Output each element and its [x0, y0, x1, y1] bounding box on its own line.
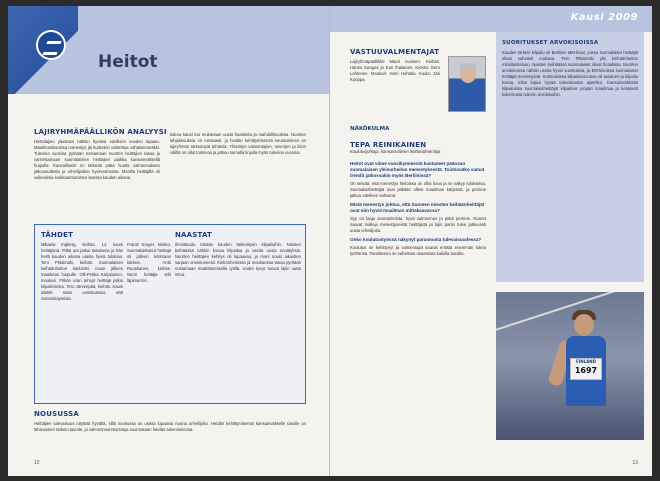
page-number-left: 12 [34, 460, 40, 466]
viewpoint-label: NÄKÖKULMA [350, 126, 390, 132]
season-banner [330, 6, 652, 32]
stars-box [34, 224, 306, 404]
interview-answer-1: On selvää, että menestys heitoissa on ollut kova ja se näkyy tuloksissa. Suomalaisheittäjät ovat pitkään olleet maailman kärjessä, ja perinne jatkuu edelleen vahvana. [350, 181, 486, 198]
interviewee-title: Koulutusjohtaja, kansainvälinen heittovalmentaja [350, 149, 441, 154]
page-banner [8, 6, 330, 94]
results-heading: SUORITUKSET ARVOKISOISSA [502, 40, 599, 46]
analysis-text-col-1: Heittolajien yleistaso nähtiin hyvänä edellisen vuoden tapaan. Maailmankisoissa menestys jäi kuitenkin odotettua vähäisemmäksi. Tulevina vuosina pyritään nostamaan nuorten heittäjien tasoa ja varmistamaan suomalaisten heittäjien paikka kansainvälisellä huipulla. Kansallisesti on tärkeää pitää huolta valmennuksen jatkuvuudesta ja urheilijoiden hyvinvoinnista. Monilla heittäjillä oli vaikeuksia loukkaantumisten kanssa kauden aikana. [34, 139, 160, 180]
naastat-text: Ilmoittaudu tänään kauden tärkeimpiin kilpailuihin. Naisten keihäässä nähtiin kovaa kilpailua ja useita uusia ennätyksiä. Nuorten heittäjien kehitys oli lupaavaa, ja moni nousi aikuisten sarjaan onnistuneesti. Kiekonheitossa ja moukarissa tasoa pyritään nostamaan määrätietoisella työllä. Uudet kyvyt tuovat lajiin uutta intoa. [175, 242, 301, 277]
stars-text-col-1: Mikaela Ingberg, keihäs, 14. kausi heittäjänä. Pitkä ura jatkui tasaisena ja hän heitti kauden aikana useita hyviä tuloksia. Tero Pitkämäki, keihäs. Suomalaisen keihäänheiton kärkinimi nousi jälleen maailman huipulle. Olli-Pekka Karjalainen, moukari. Pitkän uran tehnyt heittäjä jatkoi kilpailemista. Tero Järvenpää, keihäs. Kausi sisälsi sekä onnistumisia että vastoinkäymisiä. [41, 242, 123, 301]
bib-number: 1697 [574, 366, 598, 375]
javelin-shape [496, 292, 644, 334]
interview-answer-2: Syy on laaja seuratoiminta, hyvä valmennus ja pitkä perinne. Nuoret saavat malleja menestyneistä heittäjistä ja lajin pariin tulee jatkuvasti uusia urheilijoita. [350, 216, 486, 233]
left-page [8, 6, 330, 476]
athlete-head [574, 314, 594, 336]
page-title: Heitot [98, 52, 158, 72]
race-bib [570, 358, 602, 380]
naastat-heading: NAASTAT [175, 231, 213, 239]
stars-text-col-2: Frantz Kruger, kiekko. Suomalaistunut heittäjä oli jälleen kotimaan kärkeä. Antti Ruuskanen, keihäs. Nuori heittäjä teki läpimurron. [127, 242, 171, 283]
stars-heading: TÄHDET [41, 231, 74, 239]
interview-lead: Heitot ovat viime vuosikymmeniä kantaneet pääosan suomalaisen yleisurheilun menestyksestä. Toistuvatko samat trendit jatkossakin myös Berliinissä? [350, 161, 485, 178]
page-number-right: 13 [632, 460, 638, 466]
results-box [496, 32, 644, 282]
interview-question-2: Mistä menestys johtuu, että Suomen miesten keihäänheittäjät ovat niin hyviä maailman mittakaavassa? [350, 202, 485, 213]
rising-heading: NOUSUSSA [34, 410, 80, 418]
interviewee-name: TEPA REINIKAINEN [350, 141, 427, 149]
interview-answer-3: Koulutus on kehittynyt ja valmentajat saavat entistä enemmän tukea työhönsä. Tavoitteena on vahvistaa osaamista kaikilla tasoilla. [350, 245, 486, 256]
coach-portrait [448, 56, 486, 112]
federation-logo-icon [36, 30, 66, 60]
rising-text: Heittäjien tulevaisuus näyttää hyvältä, sillä nousussa on useita lupaavia nuoria urheilijoita. Heidän kehittymisensä kansainväliselle tasolle on lähivuosien tärkein tavoite, ja valmennusresursseja suunnataan heidän tukemiseensa. [34, 421, 306, 432]
interview-question-3: Onko koulutustyössä näkynyt parannusta tulevaisuudessa? [350, 237, 482, 242]
bib-country: FINLAND [576, 359, 596, 364]
right-page [330, 6, 652, 476]
portrait-hair [459, 63, 477, 69]
season-label: Kausi 2009 [570, 12, 638, 23]
interview-body [350, 158, 486, 259]
athlete-photo [496, 292, 644, 440]
results-text: Kauden tärkein kilpailu oli Berliinin MM-kisat, joissa suomalaiset heittäjät olivat vahvasti mukana. Tero Pitkämäki ylsi keihäänheiton mitalitaisteluun. Naisten keihäässä suomalaiset olivat finaalissa. Nuorten arvokisoissa nähtiin useita hyviä suorituksia, ja EM-kisoissa suomalaiset heittäjät menestyivät. Kotimaisissa kilpailuissa taso oli tasainen ja kilpailu kovaa, mikä lupaa hyvää tulevaisuutta ajatellen. Kansainvälisissä kilpailuissa suomalaisheittäjät kilpailivat ympäri maailmaa ja keräsivät kokemusta tuleviin arvokisoihin. [502, 50, 638, 97]
magazine-spread [8, 6, 652, 476]
rising-section [34, 410, 306, 452]
coaches-heading: VASTUUVALMENTAJAT [350, 48, 440, 56]
coaches-text: Lajiryhmäpäällikkö Mauri Auvinen. Keihäs: Hannu Kangas ja Kari Ihalainen. Kiekko: Eero Lehtonen. Moukari: Harri Huhtala. Kuula: Jari Kuoppa. [350, 59, 440, 82]
analysis-text-col-2: tuleva kausi tuo mukanaan uusia haasteita ja mahdollisuuksia. Nuorten lahjakkuuksia on runsaasti, ja heidän kehittymisensä seuraaminen on lajiryhmän tärkeimpiä tehtäviä. Yhteistyö valmentajien, seurojen ja liiton välillä on ollut toimivaa ja jatkuu samalla linjalla myös tulevina vuosina. [170, 132, 306, 155]
analysis-heading: LAJIRYHMÄPÄÄLLIKÖN ANALYYSI [34, 128, 167, 136]
